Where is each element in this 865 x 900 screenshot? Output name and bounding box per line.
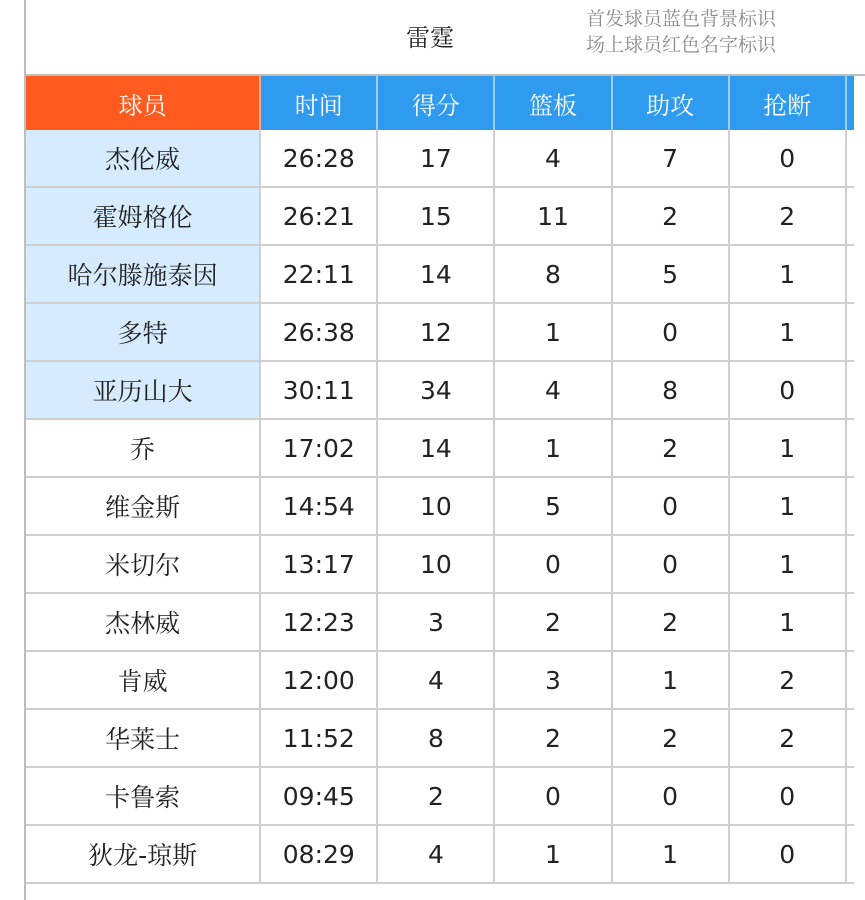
player-name-cell[interactable]: 杰林威 (26, 593, 260, 651)
row-overflow-edge (846, 825, 854, 883)
assists-cell: 8 (612, 361, 729, 419)
assists-cell: 7 (612, 130, 729, 187)
rebounds-cell: 0 (494, 535, 611, 593)
row-overflow-edge (846, 651, 854, 709)
rebounds-cell: 1 (494, 303, 611, 361)
points-cell: 10 (377, 535, 494, 593)
table-row[interactable] (26, 825, 854, 883)
header-row (26, 76, 854, 130)
legend-oncourt-note: 场上球员红色名字标识 (586, 34, 777, 56)
rebounds-cell: 8 (494, 245, 611, 303)
header-rebounds[interactable]: 篮板 (494, 76, 611, 130)
points-cell: 34 (377, 361, 494, 419)
player-name-cell[interactable]: 卡鲁索 (26, 767, 260, 825)
table-row[interactable] (26, 593, 854, 651)
player-name-cell[interactable]: 华莱士 (26, 709, 260, 767)
assists-cell: 0 (612, 767, 729, 825)
minutes-cell: 11:52 (260, 709, 377, 767)
points-cell: 12 (377, 303, 494, 361)
rebounds-cell: 2 (494, 709, 611, 767)
row-overflow-edge (846, 767, 854, 825)
table-row[interactable] (26, 709, 854, 767)
steals-cell: 2 (729, 651, 846, 709)
steals-cell: 2 (729, 187, 846, 245)
player-name-cell[interactable]: 米切尔 (26, 535, 260, 593)
table-row[interactable] (26, 477, 854, 535)
steals-cell: 0 (729, 361, 846, 419)
assists-cell: 2 (612, 187, 729, 245)
table-row[interactable] (26, 245, 854, 303)
assists-cell: 5 (612, 245, 729, 303)
steals-cell: 1 (729, 419, 846, 477)
rebounds-cell: 5 (494, 477, 611, 535)
minutes-cell: 12:00 (260, 651, 377, 709)
steals-cell: 2 (729, 709, 846, 767)
player-name-cell[interactable]: 霍姆格伦 (26, 187, 260, 245)
rebounds-cell: 4 (494, 361, 611, 419)
table-row[interactable] (26, 130, 854, 187)
row-overflow-edge (846, 593, 854, 651)
player-name-cell[interactable]: 多特 (26, 303, 260, 361)
assists-cell: 2 (612, 593, 729, 651)
header-steals[interactable]: 抢断 (729, 76, 846, 130)
points-cell: 14 (377, 419, 494, 477)
points-cell: 8 (377, 709, 494, 767)
minutes-cell: 26:38 (260, 303, 377, 361)
points-cell: 15 (377, 187, 494, 245)
assists-cell: 0 (612, 477, 729, 535)
table-row[interactable] (26, 767, 854, 825)
table-row[interactable] (26, 187, 854, 245)
player-name-cell[interactable]: 亚历山大 (26, 361, 260, 419)
box-score-panel (24, 0, 865, 900)
rebounds-cell: 4 (494, 130, 611, 187)
minutes-cell: 17:02 (260, 419, 377, 477)
header-points[interactable]: 得分 (377, 76, 494, 130)
legend (586, 6, 776, 58)
title-bar (26, 0, 865, 76)
legend-starter-note: 首发球员蓝色背景标识 (586, 8, 777, 30)
table-row[interactable] (26, 303, 854, 361)
row-overflow-edge (846, 245, 854, 303)
row-overflow-edge (846, 130, 854, 187)
steals-cell: 1 (729, 477, 846, 535)
assists-cell: 1 (612, 651, 729, 709)
team-name: 雷霆 (406, 24, 454, 52)
header-time[interactable]: 时间 (260, 76, 377, 130)
steals-cell: 1 (729, 303, 846, 361)
player-name-cell[interactable]: 肯威 (26, 651, 260, 709)
points-cell: 3 (377, 593, 494, 651)
table-row[interactable] (26, 535, 854, 593)
rebounds-cell: 3 (494, 651, 611, 709)
row-overflow-edge (846, 187, 854, 245)
minutes-cell: 30:11 (260, 361, 377, 419)
minutes-cell: 08:29 (260, 825, 377, 883)
minutes-cell: 26:21 (260, 187, 377, 245)
minutes-cell: 26:28 (260, 130, 377, 187)
player-name-cell[interactable]: 乔 (26, 419, 260, 477)
points-cell: 17 (377, 130, 494, 187)
assists-cell: 0 (612, 535, 729, 593)
player-name-cell[interactable]: 杰伦威 (26, 130, 260, 187)
table-row[interactable] (26, 651, 854, 709)
assists-cell: 2 (612, 709, 729, 767)
header-assists[interactable]: 助攻 (612, 76, 729, 130)
rebounds-cell: 0 (494, 767, 611, 825)
steals-cell: 0 (729, 767, 846, 825)
header-overflow-edge (846, 76, 854, 130)
minutes-cell: 13:17 (260, 535, 377, 593)
minutes-cell: 12:23 (260, 593, 377, 651)
table-row[interactable] (26, 419, 854, 477)
assists-cell: 1 (612, 825, 729, 883)
steals-cell: 0 (729, 130, 846, 187)
row-overflow-edge (846, 419, 854, 477)
assists-cell: 0 (612, 303, 729, 361)
player-name-cell[interactable]: 狄龙-琼斯 (26, 825, 260, 883)
minutes-cell: 09:45 (260, 767, 377, 825)
assists-cell: 2 (612, 419, 729, 477)
table-row[interactable] (26, 361, 854, 419)
player-name-cell[interactable]: 维金斯 (26, 477, 260, 535)
row-overflow-edge (846, 477, 854, 535)
points-cell: 4 (377, 825, 494, 883)
row-overflow-edge (846, 535, 854, 593)
points-cell: 2 (377, 767, 494, 825)
row-overflow-edge (846, 303, 854, 361)
steals-cell: 1 (729, 245, 846, 303)
rebounds-cell: 1 (494, 419, 611, 477)
steals-cell: 1 (729, 535, 846, 593)
player-name-cell[interactable]: 哈尔滕施泰因 (26, 245, 260, 303)
header-player[interactable]: 球员 (26, 76, 260, 130)
rebounds-cell: 2 (494, 593, 611, 651)
points-cell: 4 (377, 651, 494, 709)
minutes-cell: 22:11 (260, 245, 377, 303)
points-cell: 10 (377, 477, 494, 535)
row-overflow-edge (846, 709, 854, 767)
points-cell: 14 (377, 245, 494, 303)
rebounds-cell: 11 (494, 187, 611, 245)
steals-cell: 1 (729, 593, 846, 651)
steals-cell: 0 (729, 825, 846, 883)
row-overflow-edge (846, 361, 854, 419)
rebounds-cell: 1 (494, 825, 611, 883)
minutes-cell: 14:54 (260, 477, 377, 535)
stats-table (26, 76, 854, 884)
